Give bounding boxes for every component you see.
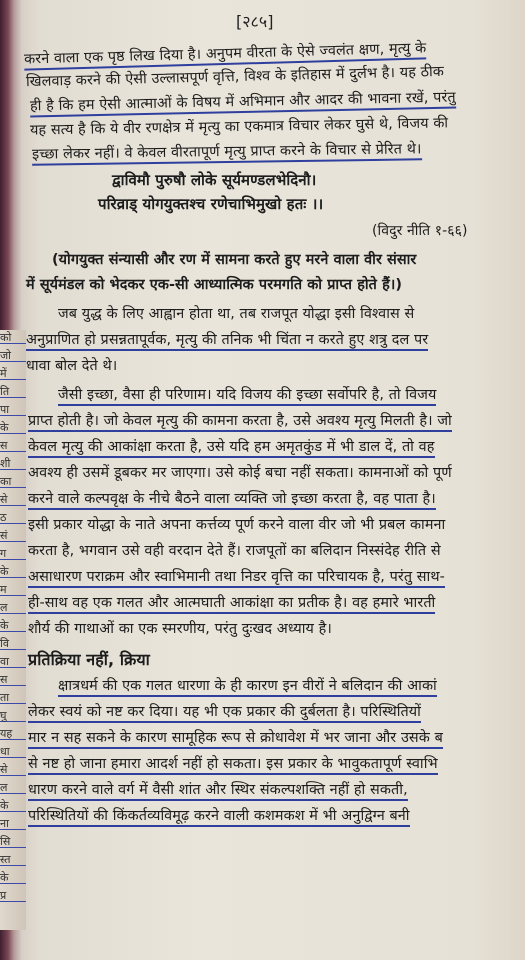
text-line: यह सत्य है कि ये वीर रणक्षेत्र में मृत्यु का एकमात्र विचार लेकर घुसे थे, विजय की xyxy=(29,115,449,139)
text-line: असाधारण पराक्रम और स्वाभिमानी तथा निडर वृत्ति का परिचायक है, परंतु साथ- xyxy=(28,567,445,586)
verse-citation: (विदुर नीति १-६६) xyxy=(372,223,468,239)
prev-page-fragment: वा xyxy=(0,654,26,668)
prev-page-fragment: ता xyxy=(0,690,26,704)
prev-page-fragment: धा xyxy=(0,744,26,758)
prev-page-fragment: यह xyxy=(0,726,26,740)
section-heading: प्रतिक्रिया नहीं, क्रिया xyxy=(28,650,150,669)
text-line: धारण करने वाले वर्ग में वैसी शांत और स्थिर संकल्पशक्ति नहीं हो सकती, xyxy=(28,780,408,799)
prev-page-fragment: सि xyxy=(0,834,26,848)
text-line: परिस्थितियों की किंकर्तव्यविमूढ़ करने वाली कशमकश में भी अनुद्विग्न बनी xyxy=(28,806,410,825)
prev-page-fragment: घु xyxy=(0,708,26,722)
prev-page-fragment: ल xyxy=(0,600,26,614)
text-line: क्षात्रधर्म की एक गलत धारणा के ही कारण इन वीरों ने बलिदान की आकां xyxy=(58,676,437,695)
text-line: ही है कि हम ऐसी आत्माओं के विषय में अभिमान और आदर की भावना रखें, परंतु xyxy=(30,88,456,116)
prev-page-fragment: ग xyxy=(0,546,26,560)
prev-page-fragment: म xyxy=(0,582,26,596)
text-line: जब युद्ध के लिए आह्वान होता था, तब राजपूत योद्धा इसी विश्वास से xyxy=(58,306,415,322)
prev-page-fragment: का xyxy=(0,474,26,488)
text-line: खिलवाड़ करने की ऐसी उल्लासपूर्ण वृत्ति, विश्व के इतिहास में दुर्लभ है। यह ठीक xyxy=(25,63,445,91)
text-line: करने वाले कल्पवृक्ष के नीचे बैठने वाला व्यक्ति जो इच्छा करता है, वह पाता है। xyxy=(28,489,436,508)
prev-page-fragment: स xyxy=(0,672,26,686)
prev-page-fragment: के xyxy=(0,798,26,812)
text-line: इसी प्रकार योद्धा के नाते अपना कर्त्तव्य पूर्ण करने वाला वीर जो भी प्रबल कामना xyxy=(28,517,446,533)
prev-page-fragment: से xyxy=(0,492,26,506)
text-line: से नष्ट हो जाना हमारा आदर्श नहीं हो सकता। इस प्रकार के भावुकतापूर्ण स्वाभि xyxy=(28,754,438,773)
text-line: अवश्य ही उसमें डूबकर मर जाएगा। उसे कोई बचा नहीं सकता। कामनाओं को पूर्ण xyxy=(28,465,452,481)
prev-page-fragment: के xyxy=(0,564,26,578)
text-line: लेकर स्वयं को नष्ट कर दिया। यह भी एक प्रकार की दुर्बलता है। परिस्थितियों xyxy=(28,702,421,721)
prev-page-fragment: ति xyxy=(0,384,26,398)
prev-page-fragment: स्त xyxy=(0,852,26,866)
verse-translation-line: (योगयुक्त संन्यासी और रण में सामना करते हुए मरने वाला वीर संसार xyxy=(52,252,417,268)
prev-page-fragment: के xyxy=(0,420,26,434)
prev-page-fragment: पा xyxy=(0,402,26,416)
text-line: इच्छा लेकर नहीं। वे केवल वीरतापूर्ण मृत्यु प्राप्त करने के विचार से प्रेरित थे। xyxy=(32,139,422,163)
text-line: ही-साथ वह एक गलत और आत्मघाती आकांक्षा का प्रतीक है। वह हमारे भारती xyxy=(28,593,435,612)
page-number: [२८५] xyxy=(236,12,274,31)
prev-page-fragment: ल xyxy=(0,780,26,794)
verse-translation-line: में सूर्यमंडल को भेदकर एक-सी आध्यात्मिक परमगति को प्राप्त होते हैं।) xyxy=(26,277,403,293)
text-line: केवल मृत्यु की आकांक्षा करता है, उसे यदि हम अमृतकुंड में भी डाल दें, तो वह xyxy=(28,437,435,456)
text-line: जैसी इच्छा, वैसा ही परिणाम। यदि विजय की इच्छा सर्वोपरि है, तो विजय xyxy=(58,385,436,404)
prev-page-fragment: स xyxy=(0,438,26,452)
book-page xyxy=(22,0,525,960)
prev-page-fragment: के xyxy=(0,870,26,884)
prev-page-fragment: से xyxy=(0,762,26,776)
prev-page-fragment: ठ xyxy=(0,510,26,524)
prev-page-fragment: सं xyxy=(0,528,26,542)
prev-page-fragment: में xyxy=(0,366,26,380)
sanskrit-verse-line: परिव्राड्‌ योगयुक्तश्च रणेचाभिमुखो हतः ।। xyxy=(98,195,324,213)
sanskrit-verse-line: द्वाविमौ पुरुषौ लोके सूर्यमण्डलभेदिनौ। xyxy=(112,171,317,189)
prev-page-fragment: शी xyxy=(0,456,26,470)
text-line: करने वाला एक पृष्ठ लिख दिया है। अनुपम वीरता के ऐसे ज्वलंत क्षण, मृत्यु के xyxy=(24,38,427,68)
prev-page-fragment: जो xyxy=(0,348,26,362)
prev-page-fragment: ना xyxy=(0,816,26,830)
text-line: करता है, भगवान उसे वही वरदान देते हैं। राजपूतों का बलिदान निस्संदेह रीति से xyxy=(28,543,441,559)
prev-page-fragment: के xyxy=(0,618,26,632)
text-line: अनुप्राणित हो प्रसन्नतापूर्वक, मृत्यु की तनिक भी चिंता न करते हुए शत्रु दल पर xyxy=(26,330,428,349)
text-line: धावा बोल देते थे। xyxy=(26,358,118,374)
text-line: मार न सह सकने के कारण सामूहिक रूप से क्रोधावेश में भर जाना और उसके ब xyxy=(28,728,443,747)
text-line: शौर्य की गाथाओं का एक स्मरणीय, परंतु दुःखद अध्याय है। xyxy=(28,621,332,637)
text-line: प्राप्त होती है। जो केवल मृत्यु की कामना करता है, उसे अवश्य मृत्यु मिलती है। जो xyxy=(28,411,452,430)
prev-page-fragment: प्र xyxy=(0,888,26,902)
prev-page-fragment: को xyxy=(0,330,26,344)
prev-page-fragment: वि xyxy=(0,636,26,650)
